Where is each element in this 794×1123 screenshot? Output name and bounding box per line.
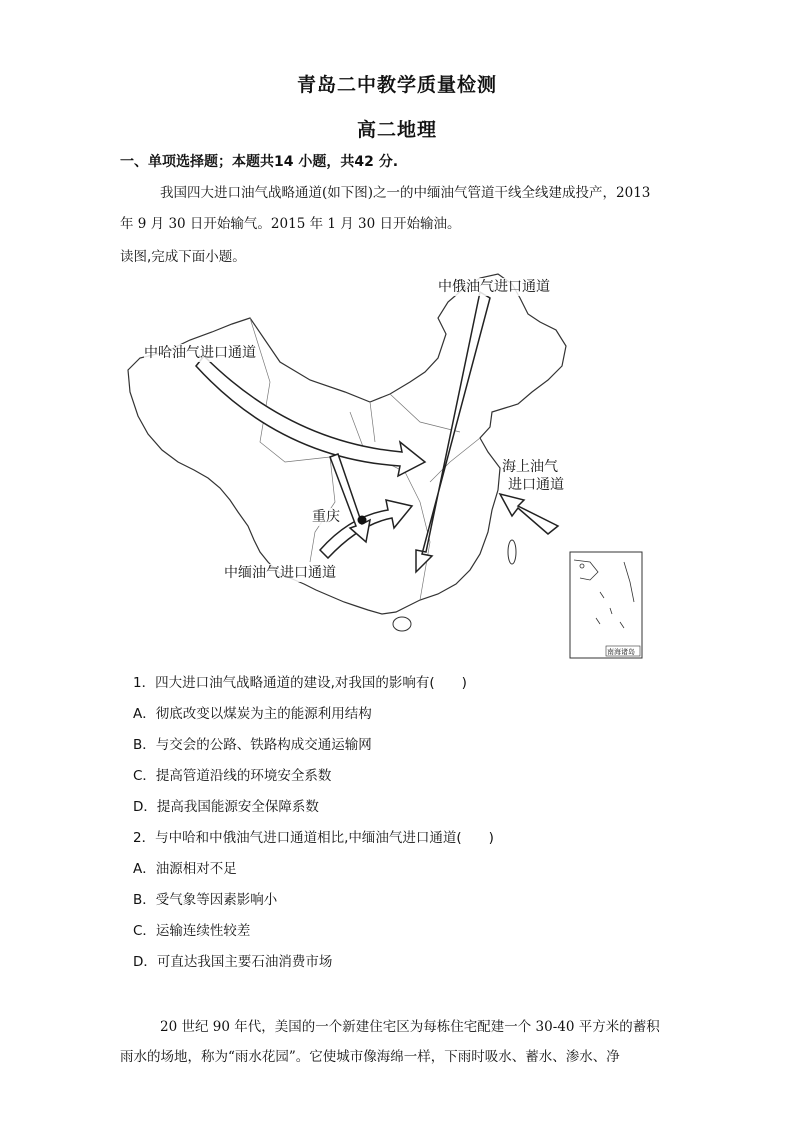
arrow-sea	[500, 494, 558, 534]
passage-line-1: 20 世纪 90 年代，美国的一个新建住宅区为每栋住宅配建一个 30-40 平方米的蓄积	[160, 1019, 660, 1035]
label-china-myanmar: 中缅油气进口通道	[224, 565, 336, 581]
passage-line-2: 雨水的场地，称为“雨水花园”。它使城市像海绵一样，下雨时吸水、蓄水、渗水、净	[120, 1049, 620, 1065]
label-china-russia: 中俄油气进口通道	[438, 279, 550, 295]
question-1-option-a: A．彻底改变以煤炭为主的能源利用结构	[133, 706, 372, 722]
question-2-option-a: A．油源相对不足	[133, 861, 237, 877]
intro-instruction: 读图,完成下面小题。	[120, 249, 246, 265]
arrow-china-kazakhstan	[196, 356, 425, 476]
label-sea-line-2: 进口通道	[508, 477, 564, 493]
question-2-option-b: B．受气象等因素影响小	[133, 892, 278, 908]
hainan-island	[393, 617, 411, 631]
question-1-option-b: B．与交会的公路、铁路构成交通运输网	[133, 737, 372, 753]
question-1-option-c: C．提高管道沿线的环境安全系数	[133, 768, 332, 784]
question-2-option-c: C．运输连续性较差	[133, 923, 251, 939]
school-title: 青岛二中教学质量检测	[296, 74, 497, 96]
question-1-stem: 1．四大进口油气战略通道的建设,对我国的影响有( )	[133, 675, 467, 691]
label-chongqing: 重庆	[312, 509, 340, 525]
inset-label: 南海诸岛	[607, 648, 635, 656]
question-2-stem: 2．与中哈和中俄油气进口通道相比,中缅油气进口通道( )	[133, 830, 494, 846]
question-1-option-d: D．提高我国能源安全保障系数	[133, 799, 319, 815]
label-china-kazakhstan: 中哈油气进口通道	[144, 345, 256, 361]
map-graphic	[120, 262, 650, 662]
china-pipeline-map	[120, 262, 650, 662]
label-sea-line-1: 海上油气	[502, 459, 558, 475]
intro-line-1: 我国四大进口油气战略通道(如下图)之一的中缅油气管道干线全线建成投产，2013	[160, 185, 651, 201]
subject-title: 高二地理	[356, 119, 437, 141]
section-heading: 一、单项选择题；本题共14 小题，共42 分.	[120, 154, 399, 170]
taiwan-island	[508, 540, 516, 564]
arrow-branch	[330, 454, 370, 542]
question-2-option-d: D．可直达我国主要石油消费市场	[133, 954, 333, 970]
chongqing-dot	[358, 516, 367, 525]
intro-line-2: 年 9 月 30 日开始输气。2015 年 1 月 30 日开始输油。	[120, 216, 461, 232]
